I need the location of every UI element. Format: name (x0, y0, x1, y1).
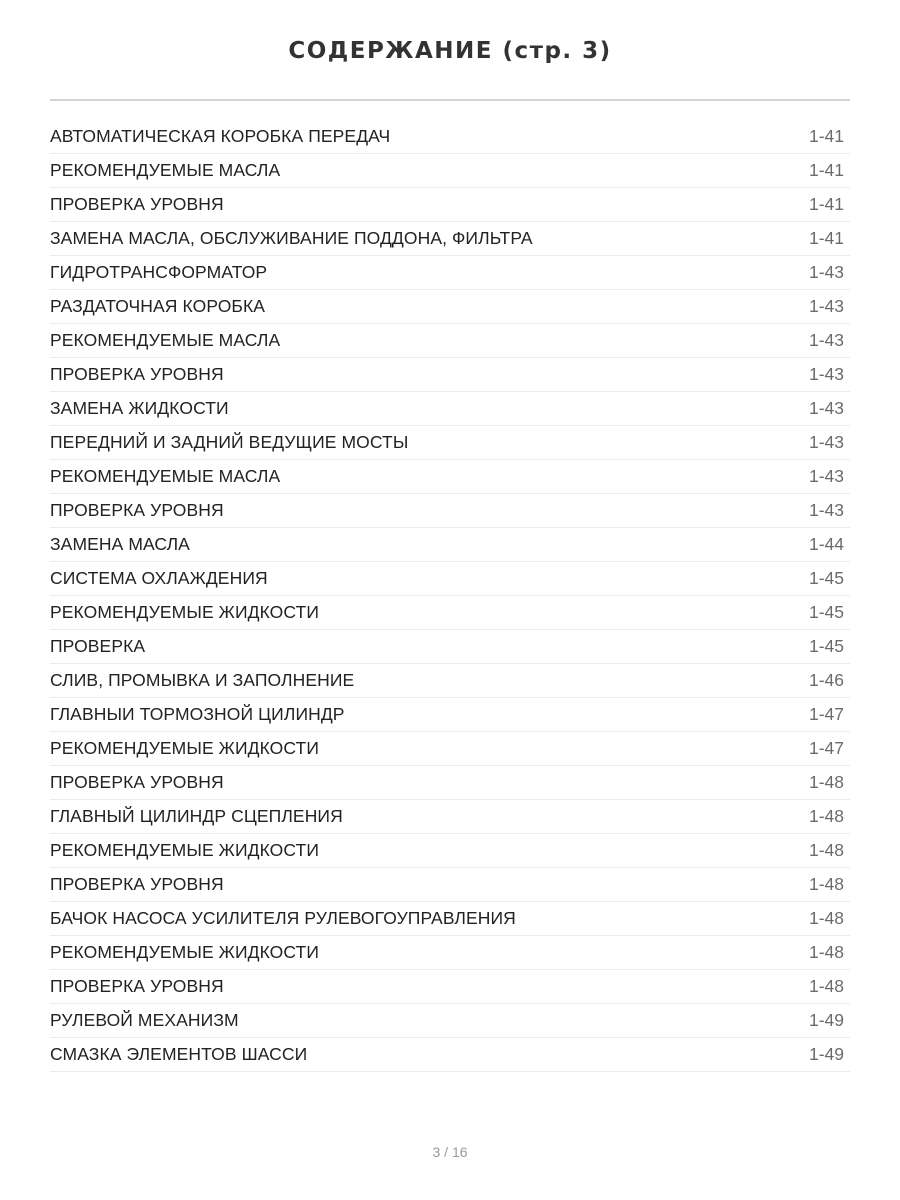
toc-entry[interactable] (50, 154, 850, 188)
toc-entry-label: ПРОВЕРКА УРОВНЯ (50, 364, 224, 384)
toc-entry-page: 1-43 (808, 466, 844, 486)
toc-entry[interactable] (50, 1004, 850, 1038)
toc-entry-page: 1-41 (808, 228, 844, 248)
toc-entry-page: 1-48 (808, 806, 844, 826)
toc-entry[interactable] (50, 902, 850, 936)
toc-entry-page: 1-48 (808, 772, 844, 792)
toc-entry-label: РЕКОМЕНДУЕМЫЕ МАСЛА (50, 466, 281, 486)
toc-entry[interactable] (50, 120, 850, 154)
toc-entry[interactable] (50, 494, 850, 528)
toc-entry-label: ПРОВЕРКА (50, 636, 146, 656)
toc-entry-page: 1-43 (808, 296, 844, 316)
toc-entry-label: РАЗДАТОЧНАЯ КОРОБКА (50, 296, 266, 316)
toc-entry-page: 1-43 (808, 330, 844, 350)
page-counter: 3 / 16 (432, 1144, 468, 1160)
toc-entry[interactable] (50, 528, 850, 562)
toc-entry-label: ПРОВЕРКА УРОВНЯ (50, 500, 224, 520)
toc-entry-label: АВТОМАТИЧЕСКАЯ КОРОБКА ПЕРЕДАЧ (50, 126, 391, 146)
toc-entry-page: 1-43 (808, 432, 844, 452)
toc-entry-label: ПЕРЕДНИЙ И ЗАДНИЙ ВЕДУЩИЕ МОСТЫ (50, 432, 409, 452)
toc-entry[interactable] (50, 834, 850, 868)
toc-entry[interactable] (50, 290, 850, 324)
toc-entry[interactable] (50, 188, 850, 222)
toc-entry-label: ПРОВЕРКА УРОВНЯ (50, 772, 224, 792)
toc-entry-label: ПРОВЕРКА УРОВНЯ (50, 194, 224, 214)
toc-entry-label: ГЛАВНЫИ ТОРМОЗНОЙ ЦИЛИНДР (50, 704, 345, 724)
toc-entry[interactable] (50, 936, 850, 970)
toc-entry-label: РЕКОМЕНДУЕМЫЕ МАСЛА (50, 330, 281, 350)
toc-entry-page: 1-47 (808, 738, 844, 758)
toc-entry-label: ЗАМЕНА МАСЛА (50, 534, 190, 554)
toc-entry[interactable] (50, 596, 850, 630)
toc-entry[interactable] (50, 324, 850, 358)
toc-entry[interactable] (50, 562, 850, 596)
toc-entry-label: РЕКОМЕНДУЕМЫЕ ЖИДКОСТИ (50, 602, 320, 622)
toc-entry-label: ГЛАВНЫЙ ЦИЛИНДР СЦЕПЛЕНИЯ (50, 806, 343, 826)
toc-entry-page: 1-46 (808, 670, 844, 690)
toc-entry-label: ПРОВЕРКА УРОВНЯ (50, 874, 224, 894)
toc-entry-page: 1-41 (808, 194, 844, 214)
toc-entry[interactable] (50, 800, 850, 834)
toc-entry[interactable] (50, 392, 850, 426)
toc-entry-page: 1-49 (808, 1010, 844, 1030)
toc-entry[interactable] (50, 732, 850, 766)
toc-entry-page: 1-41 (808, 160, 844, 180)
toc-entry[interactable] (50, 426, 850, 460)
toc-entry[interactable] (50, 222, 850, 256)
toc-entry[interactable] (50, 1038, 850, 1072)
toc-entry[interactable] (50, 460, 850, 494)
toc-entry-page: 1-48 (808, 908, 844, 928)
toc-entry[interactable] (50, 664, 850, 698)
page-title: СОДЕРЖАНИЕ (стр. 3) (288, 38, 612, 64)
toc-entry-label: ПРОВЕРКА УРОВНЯ (50, 976, 224, 996)
toc-entry-page: 1-48 (808, 942, 844, 962)
toc-entry-label: СИСТЕМА ОХЛАЖДЕНИЯ (50, 568, 268, 588)
toc-entry[interactable] (50, 358, 850, 392)
toc-entry[interactable] (50, 868, 850, 902)
title-divider (50, 99, 850, 101)
toc-entry[interactable] (50, 630, 850, 664)
toc-entry-page: 1-45 (808, 568, 844, 588)
toc-entry-page: 1-43 (808, 500, 844, 520)
toc-entry-label: РЕКОМЕНДУЕМЫЕ ЖИДКОСТИ (50, 840, 320, 860)
toc-entry-label: ГИДРОТРАНСФОРМАТОР (50, 262, 268, 282)
toc-entry-page: 1-48 (808, 874, 844, 894)
toc-entry[interactable] (50, 970, 850, 1004)
toc-entry-page: 1-45 (808, 602, 844, 622)
toc-entry-label: РЕКОМЕНДУЕМЫЕ МАСЛА (50, 160, 281, 180)
toc-entry-label: БАЧОК НАСОСА УСИЛИТЕЛЯ РУЛЕВОГОУПРАВЛЕНИЯ (50, 908, 516, 928)
toc-entry-page: 1-43 (808, 364, 844, 384)
toc-entry-label: СМАЗКА ЭЛЕМЕНТОВ ШАССИ (50, 1044, 308, 1064)
toc-entry-label: РУЛЕВОЙ МЕХАНИЗМ (50, 1010, 239, 1030)
toc-entry-page: 1-43 (808, 398, 844, 418)
toc-entry-label: ЗАМЕНА ЖИДКОСТИ (50, 398, 229, 418)
toc-entry[interactable] (50, 698, 850, 732)
toc-entry-page: 1-48 (808, 976, 844, 996)
toc-entry-page: 1-41 (808, 126, 844, 146)
toc-entry-page: 1-43 (808, 262, 844, 282)
toc-entry-label: РЕКОМЕНДУЕМЫЕ ЖИДКОСТИ (50, 738, 320, 758)
toc-entry[interactable] (50, 766, 850, 800)
toc-entry[interactable] (50, 256, 850, 290)
toc-entry-label: ЗАМЕНА МАСЛА, ОБСЛУЖИВАНИЕ ПОДДОНА, ФИЛЬТРА (50, 228, 533, 248)
toc-entry-label: РЕКОМЕНДУЕМЫЕ ЖИДКОСТИ (50, 942, 320, 962)
toc-entry-page: 1-49 (808, 1044, 844, 1064)
toc-entry-page: 1-47 (808, 704, 844, 724)
toc-entry-page: 1-48 (808, 840, 844, 860)
toc-list (50, 120, 850, 1072)
toc-entry-label: СЛИВ, ПРОМЫВКА И ЗАПОЛНЕНИЕ (50, 670, 355, 690)
toc-entry-page: 1-44 (808, 534, 844, 554)
toc-entry-page: 1-45 (808, 636, 844, 656)
